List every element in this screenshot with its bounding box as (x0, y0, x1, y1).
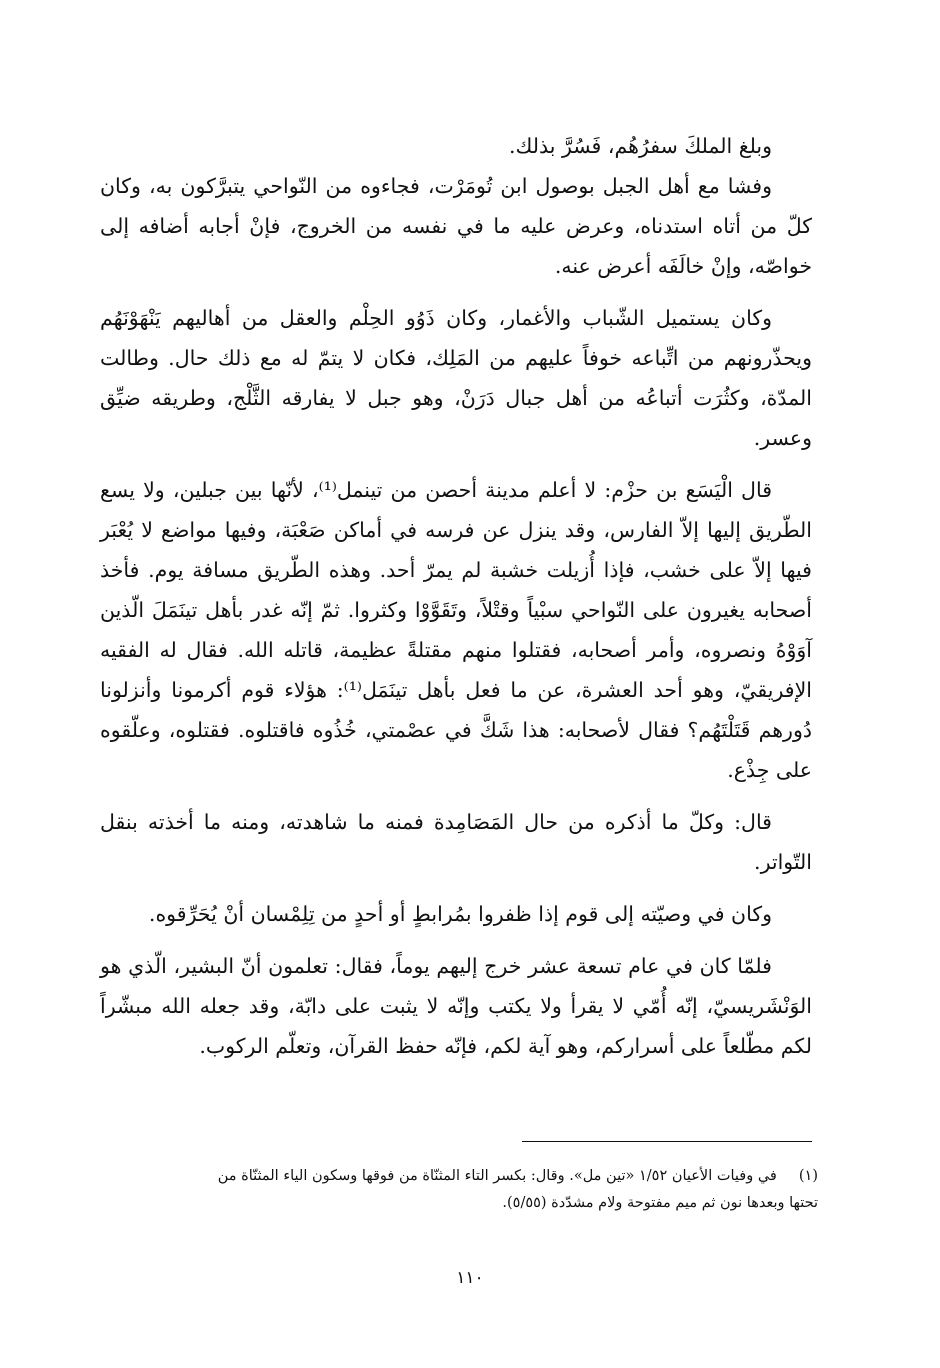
text-line: وكان كلّ من أتاه استدناه، وعرض عليه ما في نفسه من الخروج، فإنْ أجابه (100, 174, 812, 238)
footnote-text: تحتها وبعدها نون ثم ميم مفتوحة ولام مشدّدة (٥/٥٥). (502, 1195, 818, 1211)
paragraph-6 (100, 894, 812, 934)
text-line: يَنْهَوْنَهُم ويحذّرونهم من اتِّباعه خوفاً عليهم من المَلِك، فكان لا يتمّ له مع ذلك (100, 306, 812, 370)
main-text (100, 126, 812, 1066)
text-line: وكثروا. ثمّ إنّه غدر بأهل تينَمَلَ الّذين آوَوْهُ ونصروه، وأمر أصحابه، فقتلوا منهم (100, 598, 812, 662)
text-line: وكان يستميل الشّباب والأغمار، وكان ذَوُو الحِلْم والعقل من أهاليهم (172, 306, 772, 330)
text-line: الّذي هو الوَنْشَريسيّ، إنّه أُمّي لا يقرأ ولا يكتب وإنّه لا يثبت على دابّة، وقد (100, 954, 812, 1018)
text-line: قال الْيَسَع بن حزْم: لا أعلم مدينة أحصن من تينمل⁽¹⁾، لأنّها بين جبلين، (172, 478, 773, 502)
text-line: حال. وطالت المدّة، وكثُرَت أتباعُه من أهل جبال دَرَنْ، وهو جبل لا يفارقه (100, 346, 812, 410)
paragraph-3 (100, 298, 812, 458)
text-line: وكان في وصيّته إلى قوم إذا ظفروا بمُرابطٍ أو أحدٍ من تِلِمْسان أنْ يُحَرِّقوه. (148, 902, 772, 926)
paragraph-1 (100, 126, 812, 166)
text-line: وفشا مع أهل الجبل بوصول ابن تُومَرْت، فجاءوه من النّواحي يتبرَّكون به، (149, 174, 772, 198)
paragraph-7 (100, 946, 812, 1066)
footnote-text: في وفيات الأعيان ١/٥٢ «تين مل». وقال: بكسر التاء المثنّاة من فوقها وسكون الياء المثنّاة من (217, 1168, 777, 1184)
footnote-marker: (١) (798, 1168, 818, 1184)
page-number: ١١٠ (456, 1268, 484, 1288)
text-line: بنقل التّواتر. (100, 810, 812, 874)
text-line: وتعلّم الركوب. (199, 1034, 322, 1058)
text-line: الطّريق مسافة يوم. فأخذ أصحابه يغيرون على النّواحي سبْياً وقتْلاً، وتَقَوَّوْا (100, 558, 812, 622)
text-line: مواضع لا يُعْبَر فيها إلاّ على خشب، فإذا أُزيلت خشبة لم يمرّ أحد. وهذه (100, 518, 812, 582)
paragraph-5 (100, 802, 812, 882)
text-line: بأهل تينَمَل⁽¹⁾: هؤلاء قوم أكرمونا وأنزلونا دُورهم قَتَلْتَهُم؟ فقال لأصحابه: هذا (100, 678, 812, 742)
text-line: ولا يسع الطّريق إليها إلاّ الفارس، وقد ينزل عن فرسه في أماكن صَعْبَة، وفيها (100, 478, 812, 542)
text-line: قال: وكلّ ما أذكره من حال المَصَامِدة فمنه ما شاهدته، ومنه ما أخذته (147, 810, 772, 834)
footnote (96, 1163, 818, 1217)
text-line: شَكَّ في عصْمتي، خُذُوه فاقتلوه. فقتلوه، وعلّقوه على جِذْع. (100, 718, 812, 782)
text-line: جعله الله مبشّراً لكم مطّلعاً على أسراركم، وهو آية لكم، فإنّه حفظ القرآن، (100, 994, 812, 1058)
text-line: وبلغ الملكَ سفرُهُم، فَسُرَّ بذلك. (508, 134, 772, 158)
text-line: أضافه إلى خواصّه، وإنْ خالَفَه أعرض عنه. (100, 214, 812, 278)
paragraph-4 (100, 470, 812, 790)
text-line: مقتلةً عظيمة، قاتله الله. فقال له الفقيه الإفريقيّ، وهو أحد العشرة، عن ما فعل (100, 638, 812, 702)
footnote-divider (522, 1141, 812, 1142)
paragraph-2 (100, 166, 812, 286)
text-line: فلمّا كان في عام تسعة عشر خرج إليهم يوماً، فقال: تعلمون أنّ البشير، (173, 954, 772, 978)
text-line: الثَّلْج، وطريقه ضيِّق وعسر. (100, 386, 812, 450)
